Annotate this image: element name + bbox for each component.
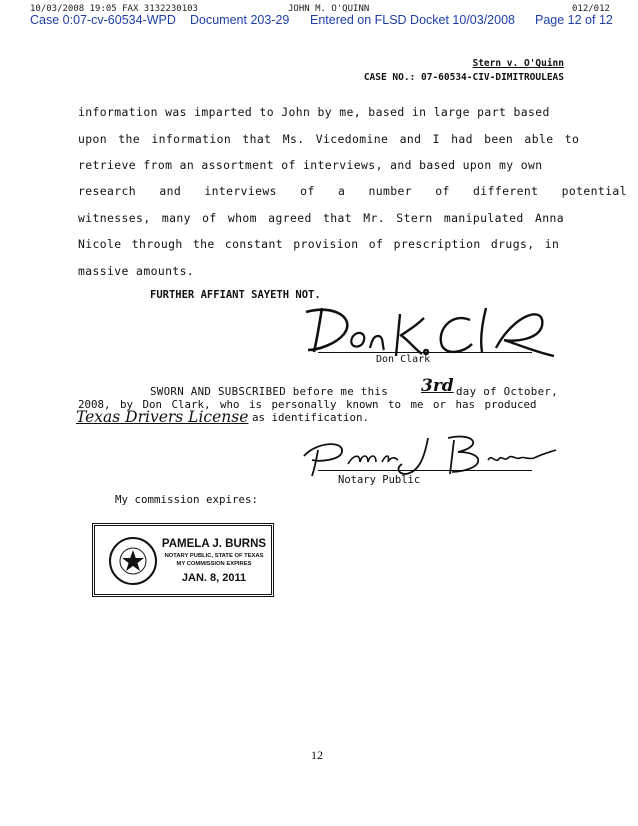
fax-header-left: 10/03/2008 19:05 FAX 3132230103 <box>30 4 198 14</box>
notary-label: Notary Public <box>338 474 421 486</box>
jurat-text-2: 2008, by Don Clark, who is personally known to me or has produced <box>78 398 537 411</box>
stamp-name: PAMELA J. BURNS <box>161 538 267 550</box>
body-line: witnesses, many of whom agreed that Mr. Stern manipulated Anna <box>78 211 564 225</box>
affiant-signature-line <box>318 352 532 353</box>
jurat-id-handwritten: Texas Drivers License <box>76 408 249 426</box>
stamp-line-3: MY COMMISSION EXPIRES <box>176 561 252 567</box>
closing-statement: FURTHER AFFIANT SAYETH NOT. <box>150 289 321 301</box>
jurat-text-1b: day of October, <box>456 385 559 398</box>
affiant-signature <box>300 300 562 358</box>
stamp-date: JAN. 8, 2011 <box>181 572 247 584</box>
body-line: retrieve from an assortment of interviews, and based upon my own <box>78 158 543 172</box>
notary-stamp <box>92 523 274 597</box>
ecf-entered-docket: Entered on FLSD Docket 10/03/2008 <box>310 13 515 27</box>
body-line: information was imparted to John by me, based in large part based <box>78 105 550 119</box>
notary-seal <box>109 537 157 585</box>
stamp-line-2: NOTARY PUBLIC, STATE OF TEXAS <box>164 553 264 559</box>
fax-header-mid: JOHN M. O'QUINN <box>288 4 370 14</box>
notary-signature-line <box>318 470 532 471</box>
body-line: massive amounts. <box>78 264 195 278</box>
commission-expires-label: My commission expires: <box>115 493 259 506</box>
jurat-day-handwritten: 3rd <box>421 376 454 396</box>
body-line: Nicole through the constant provision of prescription drugs, in <box>78 237 560 251</box>
ecf-document-number: Document 203-29 <box>190 13 290 27</box>
body-line: research and interviews of a number of different potential <box>78 184 627 198</box>
case-number: CASE NO.: 07-60534-CIV-DIMITROULEAS <box>363 72 564 83</box>
case-style: Stern v. O'Quinn <box>472 58 564 69</box>
ecf-page-label: Page 12 of 12 <box>535 13 613 27</box>
notary-signature <box>298 430 560 480</box>
jurat-text-3: as identification. <box>252 411 370 424</box>
ecf-case-number: Case 0:07-cv-60534-WPD <box>30 13 176 27</box>
body-line: upon the information that Ms. Vicedomine and I had been able to <box>78 132 580 146</box>
star-icon <box>111 539 155 583</box>
page-number: 12 <box>311 748 323 762</box>
fax-header-right: 012/012 <box>572 4 610 14</box>
jurat-text-1a: SWORN AND SUBSCRIBED before me this <box>150 385 389 398</box>
affiant-name: Don Clark <box>376 354 431 365</box>
